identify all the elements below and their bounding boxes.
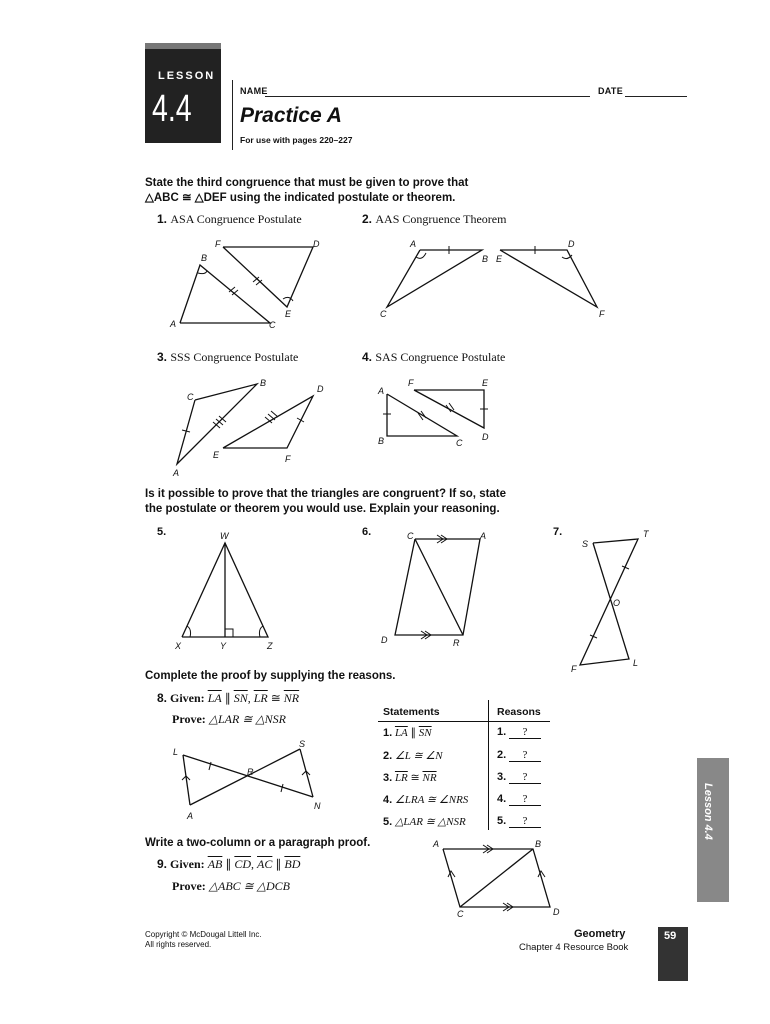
statement-4: ∠LRA ≅ ∠NRS	[394, 794, 469, 806]
svg-text:D: D	[482, 432, 489, 442]
svg-text:B: B	[535, 839, 542, 849]
figure-2-diagram	[372, 235, 612, 325]
problem-4-num: 4.	[362, 350, 373, 364]
svg-text:A: A	[480, 531, 487, 541]
reason-blank[interactable]: ?	[509, 815, 541, 828]
prove-label-9: Prove:	[172, 879, 206, 893]
svg-text:B: B	[378, 436, 385, 446]
problem-7-num: 7.	[553, 526, 563, 538]
svg-text:D: D	[313, 239, 320, 249]
table-column-rule	[488, 700, 489, 830]
copyright-line-1: Copyright © McDougal Littell Inc.	[145, 930, 262, 939]
figure-8-diagram	[165, 735, 335, 825]
given-seg-1: $\overline{LA}$	[207, 691, 222, 705]
svg-text:C: C	[269, 320, 276, 330]
copyright-line-2: All rights reserved.	[145, 940, 212, 949]
svg-text:C: C	[380, 309, 387, 319]
reason-row	[497, 815, 541, 828]
svg-text:F: F	[408, 378, 414, 388]
statement-5: △LAR ≅ △NSR	[394, 816, 466, 828]
svg-text:C: C	[187, 392, 194, 402]
svg-text:D: D	[381, 635, 388, 645]
reason-num: 1.	[497, 726, 507, 738]
reason-num: 5.	[497, 815, 507, 827]
svg-text:E: E	[213, 450, 220, 460]
svg-text:F: F	[215, 239, 221, 249]
svg-text:T: T	[643, 529, 649, 539]
svg-text:A: A	[378, 386, 385, 396]
side-tab-label: Lesson 4.4	[702, 783, 714, 840]
svg-text:A: A	[187, 811, 194, 821]
given-seg-4: $\overline{NR}$	[283, 691, 300, 705]
reason-blank[interactable]: ?	[509, 749, 541, 762]
svg-text:B: B	[482, 254, 489, 264]
prove-text: △LAR ≅ △NSR	[208, 712, 286, 726]
reason-blank[interactable]: ?	[509, 771, 541, 784]
lesson-label: LESSON	[158, 70, 216, 82]
svg-text:L: L	[633, 658, 639, 668]
header-divider	[232, 80, 233, 150]
lesson-number: 4.4	[152, 88, 192, 130]
problem-8-given	[157, 691, 299, 706]
book-title: Geometry	[574, 928, 626, 940]
col-reasons: Reasons	[497, 706, 541, 718]
problem-8-prove	[172, 712, 286, 727]
section1-instruction-2: △ABC ≅ △DEF using the indicated postulate or theorem.	[145, 192, 456, 204]
figure-1-diagram	[165, 235, 335, 335]
figure-5-diagram	[170, 525, 280, 653]
given9-par-2: ∥	[272, 857, 285, 871]
date-label: DATE	[598, 86, 624, 96]
statement-num: 4.	[383, 794, 393, 806]
page-title: Practice A	[240, 104, 342, 127]
name-field[interactable]	[265, 96, 590, 97]
reason-blank[interactable]: ?	[509, 793, 541, 806]
svg-text:S: S	[299, 739, 306, 749]
figure-9-diagram	[425, 835, 570, 925]
page-number: 59	[664, 930, 677, 942]
section2-instruction-1: Is it possible to prove that the triangles are congruent? If so, state	[145, 488, 507, 500]
given-cong: ≅	[267, 691, 284, 705]
svg-text:Z: Z	[267, 641, 273, 651]
name-label: NAME	[240, 86, 268, 96]
svg-text:N: N	[314, 801, 321, 811]
statement-1a: $\overline{LA}$	[394, 727, 408, 739]
problem-1-num: 1.	[157, 212, 168, 226]
table-row	[383, 815, 466, 828]
svg-text:B: B	[260, 378, 267, 388]
svg-text:S: S	[582, 539, 589, 549]
problem-8-num: 8.	[157, 691, 168, 705]
reason-num: 2.	[497, 749, 507, 761]
statement-num: 1.	[383, 727, 393, 739]
svg-text:F: F	[285, 454, 291, 464]
svg-text:A: A	[173, 468, 180, 478]
given-seg-2: $\overline{SN}$	[233, 691, 248, 705]
given9-seg-4: $\overline{BD}$	[284, 857, 301, 871]
section4-instruction: Write a two-column or a paragraph proof.	[145, 837, 371, 849]
page-number-box	[658, 927, 688, 981]
svg-text:C: C	[456, 438, 463, 448]
reason-num: 3.	[497, 771, 507, 783]
given-label: Given:	[170, 691, 205, 705]
svg-text:W: W	[220, 531, 229, 541]
svg-text:E: E	[496, 254, 503, 264]
given9-sep: ,	[251, 857, 258, 871]
svg-text:Y: Y	[220, 641, 227, 651]
svg-text:A: A	[433, 839, 440, 849]
problem-2-num: 2.	[362, 212, 373, 226]
problem-5-num: 5.	[157, 526, 167, 538]
statement-num: 5.	[383, 816, 393, 828]
problem-3	[157, 350, 298, 365]
reason-row	[497, 793, 541, 806]
table-row	[383, 749, 443, 762]
problem-9-num: 9.	[157, 857, 168, 871]
problem-6-num: 6.	[362, 526, 372, 538]
statement-2: ∠L ≅ ∠N	[394, 750, 443, 762]
problem-9-given	[157, 857, 300, 872]
table-header-rule	[378, 721, 550, 722]
statement-3-op: ≅	[407, 772, 423, 784]
figure-4-diagram	[372, 372, 512, 452]
problem-4-text: SAS Congruence Postulate	[375, 350, 506, 364]
problem-3-text: SSS Congruence Postulate	[170, 350, 299, 364]
table-row	[383, 726, 432, 739]
given9-par-1: ∥	[222, 857, 235, 871]
problem-2	[362, 212, 506, 227]
svg-text:A: A	[170, 319, 177, 329]
given-par: ∥	[221, 691, 234, 705]
problem-2-text: AAS Congruence Theorem	[375, 212, 507, 226]
table-row	[383, 771, 437, 784]
figure-7-diagram	[565, 525, 655, 675]
date-field[interactable]	[625, 96, 687, 97]
given-label-9: Given:	[170, 857, 205, 871]
col-statements: Statements	[383, 706, 440, 718]
svg-text:D: D	[553, 907, 560, 917]
reason-row	[497, 749, 541, 762]
section1-instruction-1: State the third congruence that must be given to prove that	[145, 177, 469, 189]
prove-text-9: △ABC ≅ △DCB	[208, 879, 290, 893]
book-subtitle: Chapter 4 Resource Book	[519, 942, 629, 953]
svg-text:D: D	[568, 239, 575, 249]
svg-text:R: R	[453, 638, 460, 648]
page-subtitle: For use with pages 220–227	[240, 135, 353, 145]
prove-label: Prove:	[172, 712, 206, 726]
table-row	[383, 793, 468, 806]
problem-3-num: 3.	[157, 350, 168, 364]
reason-num: 4.	[497, 793, 507, 805]
svg-text:R: R	[247, 767, 254, 777]
statement-3a: $\overline{LR}$	[394, 772, 408, 784]
svg-text:E: E	[482, 378, 489, 388]
reason-blank[interactable]: ?	[509, 726, 541, 739]
statement-num: 3.	[383, 772, 393, 784]
svg-text:B: B	[201, 253, 208, 263]
svg-text:F: F	[599, 309, 605, 319]
statement-num: 2.	[383, 750, 393, 762]
given-seg-3: $\overline{LR}$	[253, 691, 268, 705]
svg-text:F: F	[571, 664, 577, 674]
svg-text:C: C	[407, 531, 414, 541]
reason-row	[497, 771, 541, 784]
svg-text:L: L	[173, 747, 179, 757]
figure-6-diagram	[375, 525, 485, 650]
statement-1-op: ∥	[407, 727, 419, 739]
reason-row	[497, 726, 541, 739]
svg-text:O: O	[613, 598, 621, 608]
problem-1	[157, 212, 302, 227]
problem-9-prove	[172, 879, 290, 894]
svg-text:C: C	[457, 909, 464, 919]
statement-3b: $\overline{NR}$	[422, 772, 437, 784]
given9-seg-3: $\overline{AC}$	[257, 857, 273, 871]
given9-seg-2: $\overline{CD}$	[234, 857, 252, 871]
figure-3-diagram	[165, 372, 345, 480]
given9-seg-1: $\overline{AB}$	[207, 857, 223, 871]
svg-text:A: A	[410, 239, 417, 249]
section2-instruction-2: the postulate or theorem you would use. Explain your reasoning.	[145, 503, 500, 515]
statement-1b: $\overline{SN}$	[418, 727, 432, 739]
svg-text:X: X	[175, 641, 182, 651]
problem-4	[362, 350, 505, 365]
section3-instruction: Complete the proof by supplying the reasons.	[145, 670, 396, 682]
given-sep: ,	[247, 691, 254, 705]
copyright	[145, 930, 262, 950]
svg-text:D: D	[317, 384, 324, 394]
lesson-side-tab	[697, 758, 729, 902]
problem-1-text: ASA Congruence Postulate	[170, 212, 302, 226]
svg-text:E: E	[285, 309, 292, 319]
